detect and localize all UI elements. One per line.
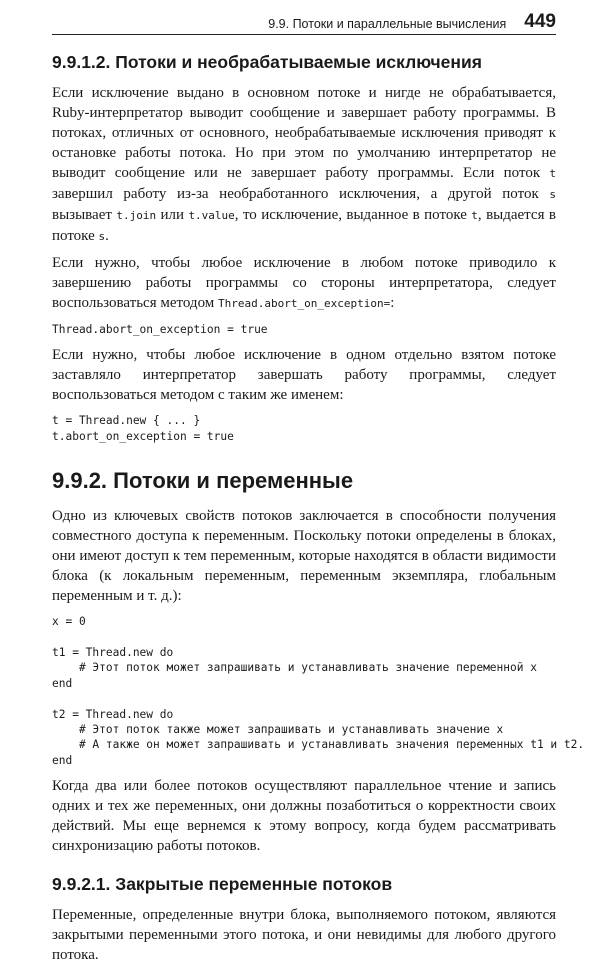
- code-block-thread-variables: [52, 614, 585, 768]
- paragraph-synchronization-note: Когда два или более потоков осуществляют параллельное чтение и запись одних и тех же переменных, они должны позаботиться о корректности своих действий. Мы еще вернемся к этому вопросу, когда будем рассматривать синхронизацию работы потоков.: [52, 778, 556, 855]
- paragraph-abort-on-exception-global: [52, 253, 556, 314]
- code-line: t1 = Thread.new do: [52, 646, 174, 660]
- paragraph-thread-private-variables: Переменные, определенные внутри блока, выполняемого потоком, являются закрытыми переменными этого потока, и они невидимы для любого другого потока.: [52, 907, 556, 964]
- page-content: [52, 40, 585, 971]
- code-line: # Этот поток может запрашивать и устанавливать значение переменной x: [52, 661, 537, 675]
- inline-code: Thread.abort_on_exception=: [218, 297, 391, 310]
- inline-code: t: [549, 167, 556, 180]
- text-run: :: [390, 295, 395, 311]
- text-run: завершил работу из-за необработанного исключения, а другой поток: [52, 186, 550, 202]
- code-line: t = Thread.new { ... }: [52, 414, 201, 428]
- code-line: end: [52, 753, 73, 767]
- paragraph-unhandled-exceptions: [52, 83, 556, 247]
- code-line: Thread.abort_on_exception = true: [52, 323, 268, 336]
- inline-code: t.value: [188, 209, 235, 222]
- code-block-global-abort: [52, 322, 556, 337]
- text-run: Если исключение выдано в основном потоке и нигде не обрабатывается, Ruby-интерпретатор выводит сообщение и завершает работу программы. В потоках, отличных от основного, необрабатываемые исключения приводят к остановке работы потока. Но при этом по умолчанию интерпретатор не выводит сообщение или не завершает работу программы. Если поток: [52, 85, 556, 181]
- inline-code: s: [549, 188, 556, 201]
- code-line: # Этот поток также может запрашивать и устанавливать значение x: [52, 723, 504, 737]
- paragraph-abort-on-exception-thread: Если нужно, чтобы любое исключение в одном отдельно взятом потоке заставляло интерпретатор завершать работу программы, следует воспользоваться методом с таким же именем:: [52, 347, 556, 404]
- section-heading-9-9-1-2: 9.9.1.2. Потоки и необрабатываемые исключения: [52, 52, 482, 72]
- inline-code: t: [471, 209, 478, 222]
- section-heading-9-9-2-1: 9.9.2.1. Закрытые переменные потоков: [52, 874, 393, 895]
- text-run: или: [156, 207, 189, 223]
- text-run: вызывает: [52, 207, 117, 223]
- page-number: 449: [524, 11, 556, 32]
- code-line: end: [52, 676, 73, 690]
- paragraph-shared-variables: Одно из ключевых свойств потоков заключается в способности получения совместного доступа к переменным. Поскольку потоки определены в блоках, они имеют доступ к тем переменным, которые находятся в области видимости блока (к локальным переменным, переменным экземпляра, глобальным переменным и т. д.):: [52, 508, 556, 605]
- running-header-title: 9.9. Потоки и параллельные вычисления: [268, 17, 507, 31]
- text-run: .: [105, 228, 109, 244]
- inline-code: s: [98, 230, 106, 243]
- section-heading-9-9-2: 9.9.2. Потоки и переменные: [52, 468, 354, 494]
- code-line: t.abort_on_exception = true: [52, 429, 234, 443]
- code-line: t2 = Thread.new do: [52, 707, 174, 721]
- running-header: [52, 10, 556, 35]
- code-block-thread-abort: [52, 413, 556, 444]
- text-run: , выдается в потоке: [52, 207, 556, 244]
- inline-code: t.join: [116, 209, 157, 222]
- code-line: # А также он может запрашивать и устанавливать значения переменных t1 и t2.: [52, 738, 585, 752]
- code-line: x = 0: [52, 615, 86, 629]
- text-run: , то исключение, выданное в потоке: [234, 207, 472, 223]
- text-run: Если нужно, чтобы любое исключение в любом потоке приводило к завершению работы программы со стороны интерпретатора, следует воспользоваться методом: [52, 255, 556, 311]
